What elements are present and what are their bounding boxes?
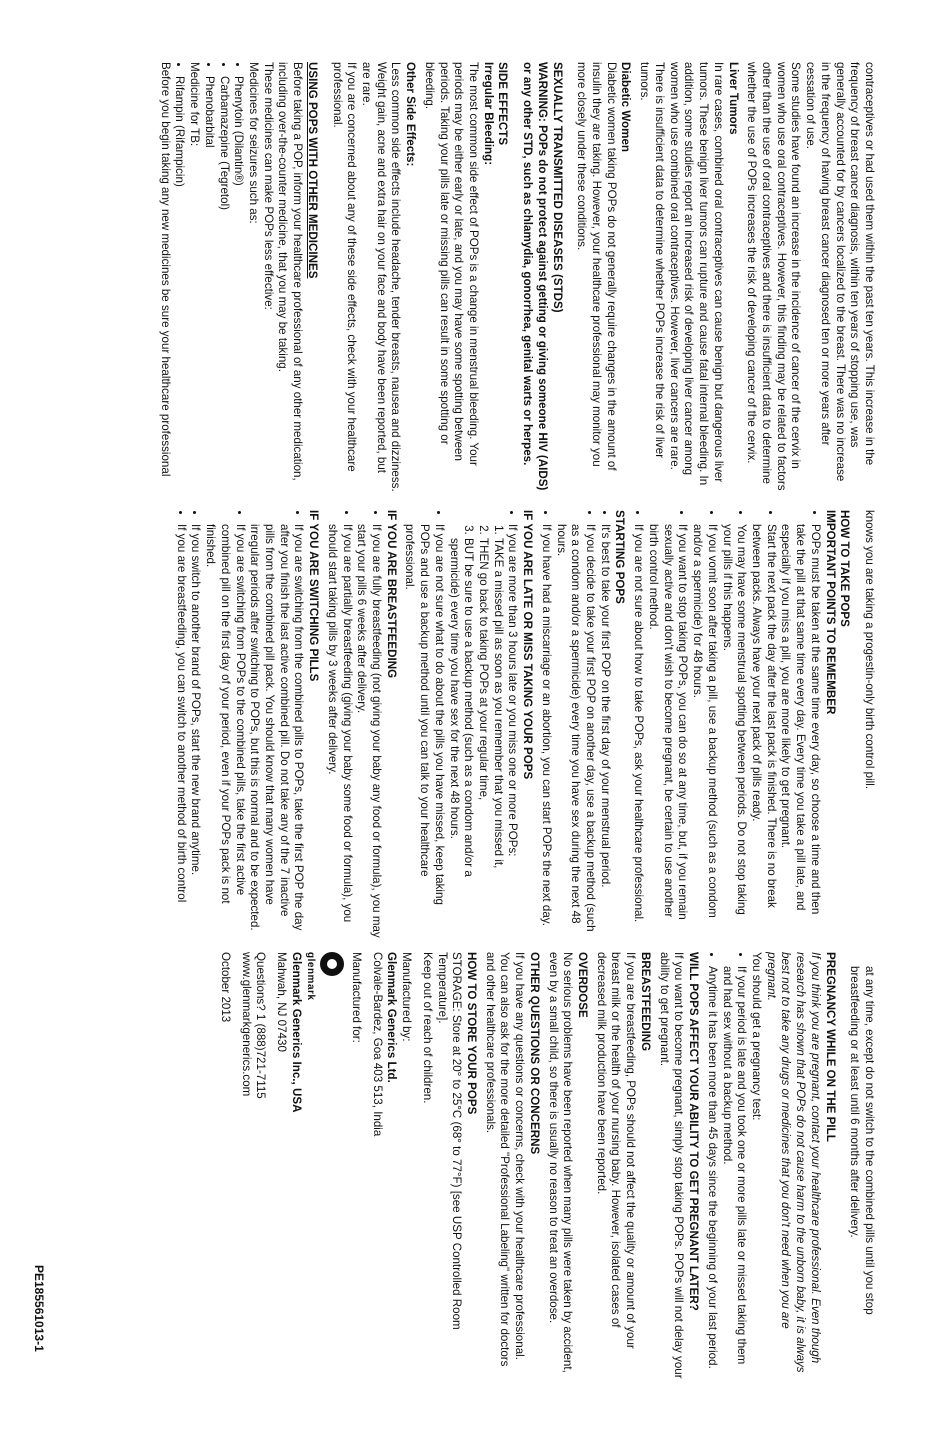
list-item: • If you are partially breastfeeding (giving your baby some food or formula), you should start taking pills by 3 weeks after delivery. — [324, 524, 353, 938]
late-steps-list — [446, 510, 505, 938]
questions-paragraph: If you have any questions or concerns, check with your healthcare professional. You can also ask for the more detailed "Professional Labeling" written for doctors and other healthcare professionals. — [483, 952, 527, 1367]
seizure-label: Medicines for seizures such as: — [246, 62, 260, 224]
manufacturer-address: Colvale-Bardez, Goa 403 513, India — [370, 952, 384, 1137]
list-item: • If you are switching from POPs to the combined pills, take the first active combined pill on the first day of your period, even if your POPs pack is not finished. — [202, 524, 246, 938]
list-item: • If you decide to take your first POP on another day, use a backup method (such as a condom and/or a spermicide) every time you have sex during the next 48 hours. — [553, 524, 597, 938]
other-side-effects-paragraph: Less common side effects include headache, tender breasts, nausea and dizziness. Weight gain, acne and extra hair on your face and body have been reported, but are rare. — [360, 62, 403, 492]
list-item: • Rifampin (Rifampicin) — [172, 76, 187, 492]
less-effective-text: These medicines can make POPs less effective: — [261, 62, 275, 310]
how-to-take-heading: HOW TO TAKE POPS — [838, 510, 852, 627]
list-item: • If you want to stop taking POPs, you can do so at any time, but, if you remain sexually active and don't wish to become pregnant, be certain to use another birth control method. — [645, 524, 689, 938]
tb-label: Medicine for TB: — [188, 62, 202, 147]
pregnancy-heading: PREGNANCY WHILE ON THE PILL — [823, 952, 837, 1142]
seizure-list — [201, 62, 245, 492]
list-item: • If you vomit soon after taking a pill, use a backup method (such as a condom and/or a spermicide) for 48 hours. — [689, 524, 718, 938]
list-item: 2. THEN go back to taking POPs at your regular time, — [475, 538, 490, 938]
list-item: • Start the next pack the day after the last pack is finished. There is no break between packs. Always have your next pack of pills ready. — [748, 524, 777, 938]
overdose-paragraph: No serious problems have been reported when many pills were taken by accident, even by a small child, so there is usually no reason to treat an overdose. — [546, 952, 575, 1373]
overdose-heading: OVERDOSE — [576, 952, 590, 1018]
liver-paragraph: In rare cases, combined oral contraceptives can cause benign but dangerous liver tumors. These benign liver tumors can rupture and cause fatal internal bleeding. In addition, some studies report an increased risk of developing liver cancer among women who use combined oral contraceptives. However, liver cancers are rare. There is insufficient data to determine whether POPs increase the risk of liver tumors. — [638, 62, 725, 486]
liver-heading: Liver Tumors — [726, 62, 740, 135]
list-item: • If you have had a miscarriage or an abortion, you can start POPs the next day. — [538, 524, 553, 938]
irregular-bleeding-heading: Irregular Bleeding: — [481, 62, 495, 166]
breastfeeding-pills-list — [324, 510, 383, 938]
date-text: October 2013 — [219, 952, 232, 1023]
diabetic-paragraph: Diabetic women taking POPs do not generally require changes in the amount of insulin they are taking. However, your healthcare professional may monitor you more closely under these conditions. — [575, 62, 618, 471]
storage-heading: HOW TO STORE YOUR POPS — [465, 952, 479, 1115]
switch-continuation: at any time, except do not switch to the combined pills until you stop breastfeeding or at least until 6 months after delivery. — [848, 966, 876, 1315]
pregnancy-test-label: You should get a pregnancy test: — [749, 952, 763, 1121]
other-medicines-heading: USING POPS WITH OTHER MEDICINES — [305, 62, 319, 279]
breast-cancer-paragraph: contraceptives or had used them within the past ten years. This increase in the frequency of breast cancer diagnosis, within ten years of stopping use, was generally accounted for by cancers localized to the breast. There was no increase in the frequency of having breast cancer diagnosed ten or more years after cessation of use. — [804, 62, 876, 482]
side-effects-heading: SIDE EFFECTS — [496, 62, 510, 146]
list-item: • If you are more than 3 hours late or you miss one or more POPs: — [505, 524, 520, 938]
list-item: • Carbamazepine (Tegretol) — [216, 76, 231, 492]
keep-out-of-reach: Keep out of reach of children. — [420, 952, 434, 1104]
pregnancy-test-list — [704, 952, 748, 1380]
list-item: • Phenobarbital — [201, 76, 216, 492]
std-heading: SEXUALLY TRANSMITTED DISEASES (STDS) — [550, 62, 564, 313]
breastfeeding-heading: BREASTFEEDING — [638, 952, 652, 1052]
new-medicines-paragraph: Before you begin taking any new medicines be sure your healthcare professional — [158, 62, 172, 477]
other-medicines-paragraph: Before taking a POP, inform your healthcare professional of any other medication, including over-the-counter medicine, that you may be taking. — [276, 62, 305, 481]
list-item: • If you are switching from the combined pills to POPs, take the first POP the day after you finish the last active combined pill. Do not take any of the 7 inactive pills from the combined pill pack. You should know that many women have irregular periods after switching to POPs, but this is normal and to be expected. — [247, 524, 306, 938]
pregnancy-paragraph: If you think you are pregnant, contact your healthcare professional. Even though research has shown that POPs do not cause harm to the unborn baby, it is always best not to take any drugs or medicines that you don't need when you are pregnant. — [764, 952, 822, 1373]
breastfeeding-pills-heading: IF YOU ARE BREASTFEEDING — [384, 510, 398, 679]
list-item: • If your period is late and you took one or more pills late or missed taking them and had sex without a backup method. — [719, 966, 748, 1380]
logo-text: glenmark — [304, 952, 316, 1001]
list-item: 1. TAKE a missed pill as soon as you remember that you missed it, — [490, 538, 505, 938]
column-1 — [26, 62, 876, 492]
list-item: • If you are fully breastfeeding (not giving your baby any food or formula), you may start your pills 6 weeks after delivery. — [354, 524, 383, 938]
ability-heading: WILL POPS AFFECT YOUR ABILITY TO GET PREGNANT LATER? — [687, 952, 701, 1311]
concern-paragraph: If you are concerned about any of these side effects, check with your healthcare professional. — [330, 62, 359, 472]
starting-list — [538, 510, 612, 938]
progestin-paragraph: knows you are taking a progestin-only birth control pill. — [863, 510, 876, 790]
list-item: • POPs must be taken at the same time every day, so choose a time and then take the pill at that same time every day. Every time you take a pill late, and especially if you miss a pill, you are more likely to get pregnant. — [778, 524, 822, 938]
list-item: 3. BUT be sure to use a backup method (such as a condom and/or a spermicide) every time you have sex for the next 48 hours. — [446, 538, 475, 938]
list-item: • If you switch to another brand of POPs, start the new brand anytime. — [188, 524, 203, 938]
storage-paragraph: STORAGE: Store at 20° to 25°C (68° to 77°F) [see USP Controlled Room Temperature]. — [435, 952, 464, 1330]
list-item: • Anytime it has been more than 45 days since the beginning of your last period. — [704, 966, 719, 1380]
list-item: • Phenytoin (Dilantin®) — [231, 76, 246, 492]
distributor-address: Mahwah, NJ 07430 — [275, 952, 289, 1052]
list-item: • If you are breastfeeding, you can switch to another method of birth control — [173, 524, 188, 938]
tb-list — [172, 62, 187, 492]
list-item: • You may have some menstrual spotting between periods. Do not stop taking your pills if this happens. — [719, 524, 748, 938]
glenmark-logo-icon — [320, 952, 344, 976]
late-note-list — [402, 510, 446, 938]
manufacturer-name: Glenmark Generics Ltd. — [385, 952, 399, 1083]
late-intro-list — [505, 510, 520, 938]
manufactured-for-label: Manufactured for: — [350, 952, 363, 1043]
document-code: PE185561013-1 — [32, 1265, 46, 1352]
cervix-paragraph: Some studies have found an increase in the incidence of cancer of the cervix in women who use oral contraceptives. However, this finding may be related to factors other than the use of oral contraceptives and there is insufficient data to determine whether the use of POPs increases the risk of developing cancer of the cervix. — [745, 62, 803, 491]
important-points-heading: IMPORTANT POINTS TO REMEMBER — [823, 510, 837, 715]
diabetic-heading: Diabetic Women — [619, 62, 633, 152]
manufactured-by-label: Manufactured by: — [400, 952, 414, 1042]
irregular-bleeding-paragraph: The most common side effect of POPs is a change in menstrual bleeding. Your periods may be either early or late, and you may have some spotting between periods. Taking your pills late or missing pills can result in some spotting or bleeding. — [422, 62, 481, 466]
list-item: • If you are not sure about how to take POPs, ask your healthcare professional. — [631, 524, 646, 938]
breastfeeding-paragraph: If you are breastfeeding, POPs should not affect the quality or amount of your breast milk or the health of your nursing baby. However, isolated cases of decreased milk production have been reported. — [594, 952, 638, 1349]
important-points-list — [631, 510, 822, 938]
distributor-name: Glenmark Generics Inc., USA — [289, 952, 303, 1113]
switching-list — [173, 510, 305, 938]
list-item: • It's best to take your first POP on the first day of your menstrual period. — [597, 524, 612, 938]
ability-paragraph: If you want to become pregnant, simply stop taking POPs. POPs will not delay your ability to get pregnant. — [657, 952, 686, 1379]
late-heading: IF YOU ARE LATE OR MISS TAKING YOUR POPS — [521, 510, 535, 780]
starting-heading: STARTING POPS — [613, 510, 627, 604]
list-item: • If you are not sure what to do about the pills you have missed, keep taking POPs and use a backup method until you can talk to your healthcare professional. — [402, 524, 446, 938]
switching-heading: IF YOU ARE SWITCHING PILLS — [307, 510, 321, 682]
questions-heading: OTHER QUESTIONS OR CONCERNS — [527, 952, 541, 1155]
phone-text: Questions? 1 (888)721-7115 — [254, 952, 268, 1099]
other-side-effects-heading: Other Side Effects: — [404, 62, 418, 167]
website-text: www.glenmarkgenerics.com — [239, 952, 253, 1097]
column-3 — [26, 952, 876, 1380]
column-2 — [26, 510, 876, 938]
std-warning: WARNING: POPs do not protect against getting or giving someone HIV (AIDS) or any other STD, such as chlamydia, gonorrhea, genital warts or herpes. — [521, 62, 549, 491]
